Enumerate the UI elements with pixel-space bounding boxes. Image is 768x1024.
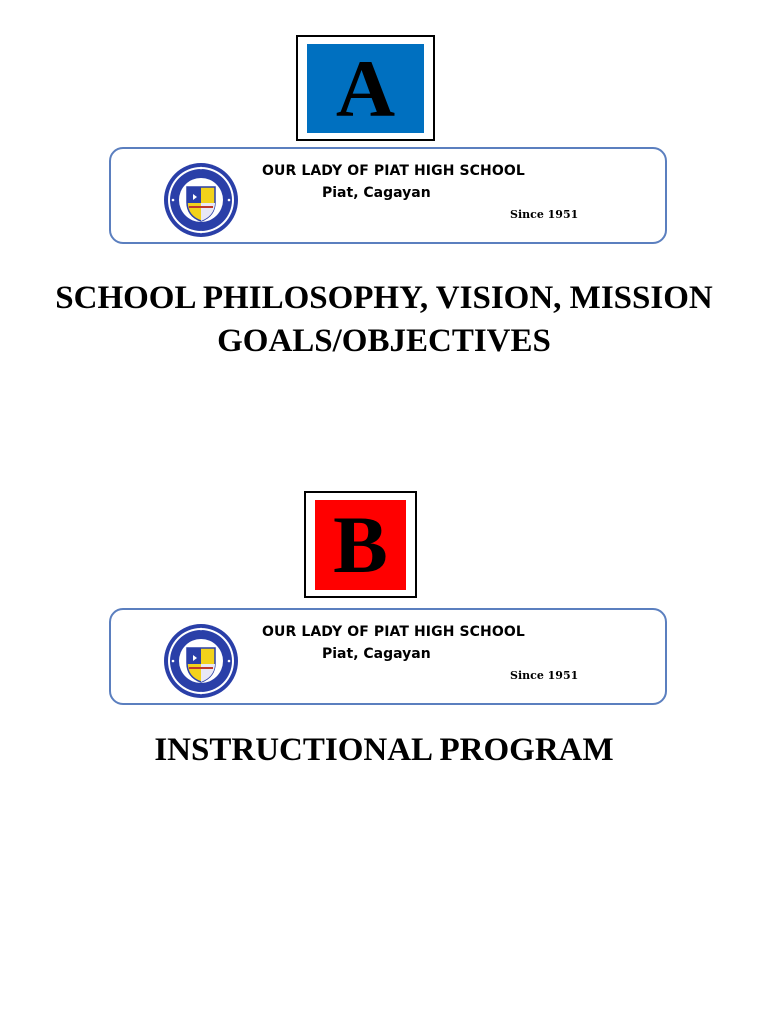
- heading-line: SCHOOL PHILOSOPHY, VISION, MISSION: [55, 280, 713, 316]
- school-header-card-a: [109, 147, 667, 244]
- heading-line: GOALS/OBJECTIVES: [217, 323, 551, 359]
- school-place: Piat, Cagayan: [322, 646, 431, 662]
- school-seal-icon: [163, 623, 239, 699]
- letter-b-fill: [315, 500, 406, 590]
- heading-line: INSTRUCTIONAL PROGRAM: [154, 732, 614, 768]
- letter-b: B: [333, 499, 388, 590]
- letter-a-box: [296, 35, 435, 141]
- section-a-heading: [0, 277, 768, 363]
- letter-b-box: [304, 491, 417, 598]
- school-since: Since 1951: [510, 669, 579, 682]
- letter-a-fill: [307, 44, 424, 133]
- school-header-card-b: [109, 608, 667, 705]
- letter-a: A: [335, 42, 396, 134]
- school-name: OUR LADY OF PIAT HIGH SCHOOL: [262, 163, 525, 179]
- section-b-heading: [0, 729, 768, 772]
- school-since: Since 1951: [510, 208, 579, 221]
- school-place: Piat, Cagayan: [322, 185, 431, 201]
- school-seal-icon: [163, 162, 239, 238]
- school-name: OUR LADY OF PIAT HIGH SCHOOL: [262, 624, 525, 640]
